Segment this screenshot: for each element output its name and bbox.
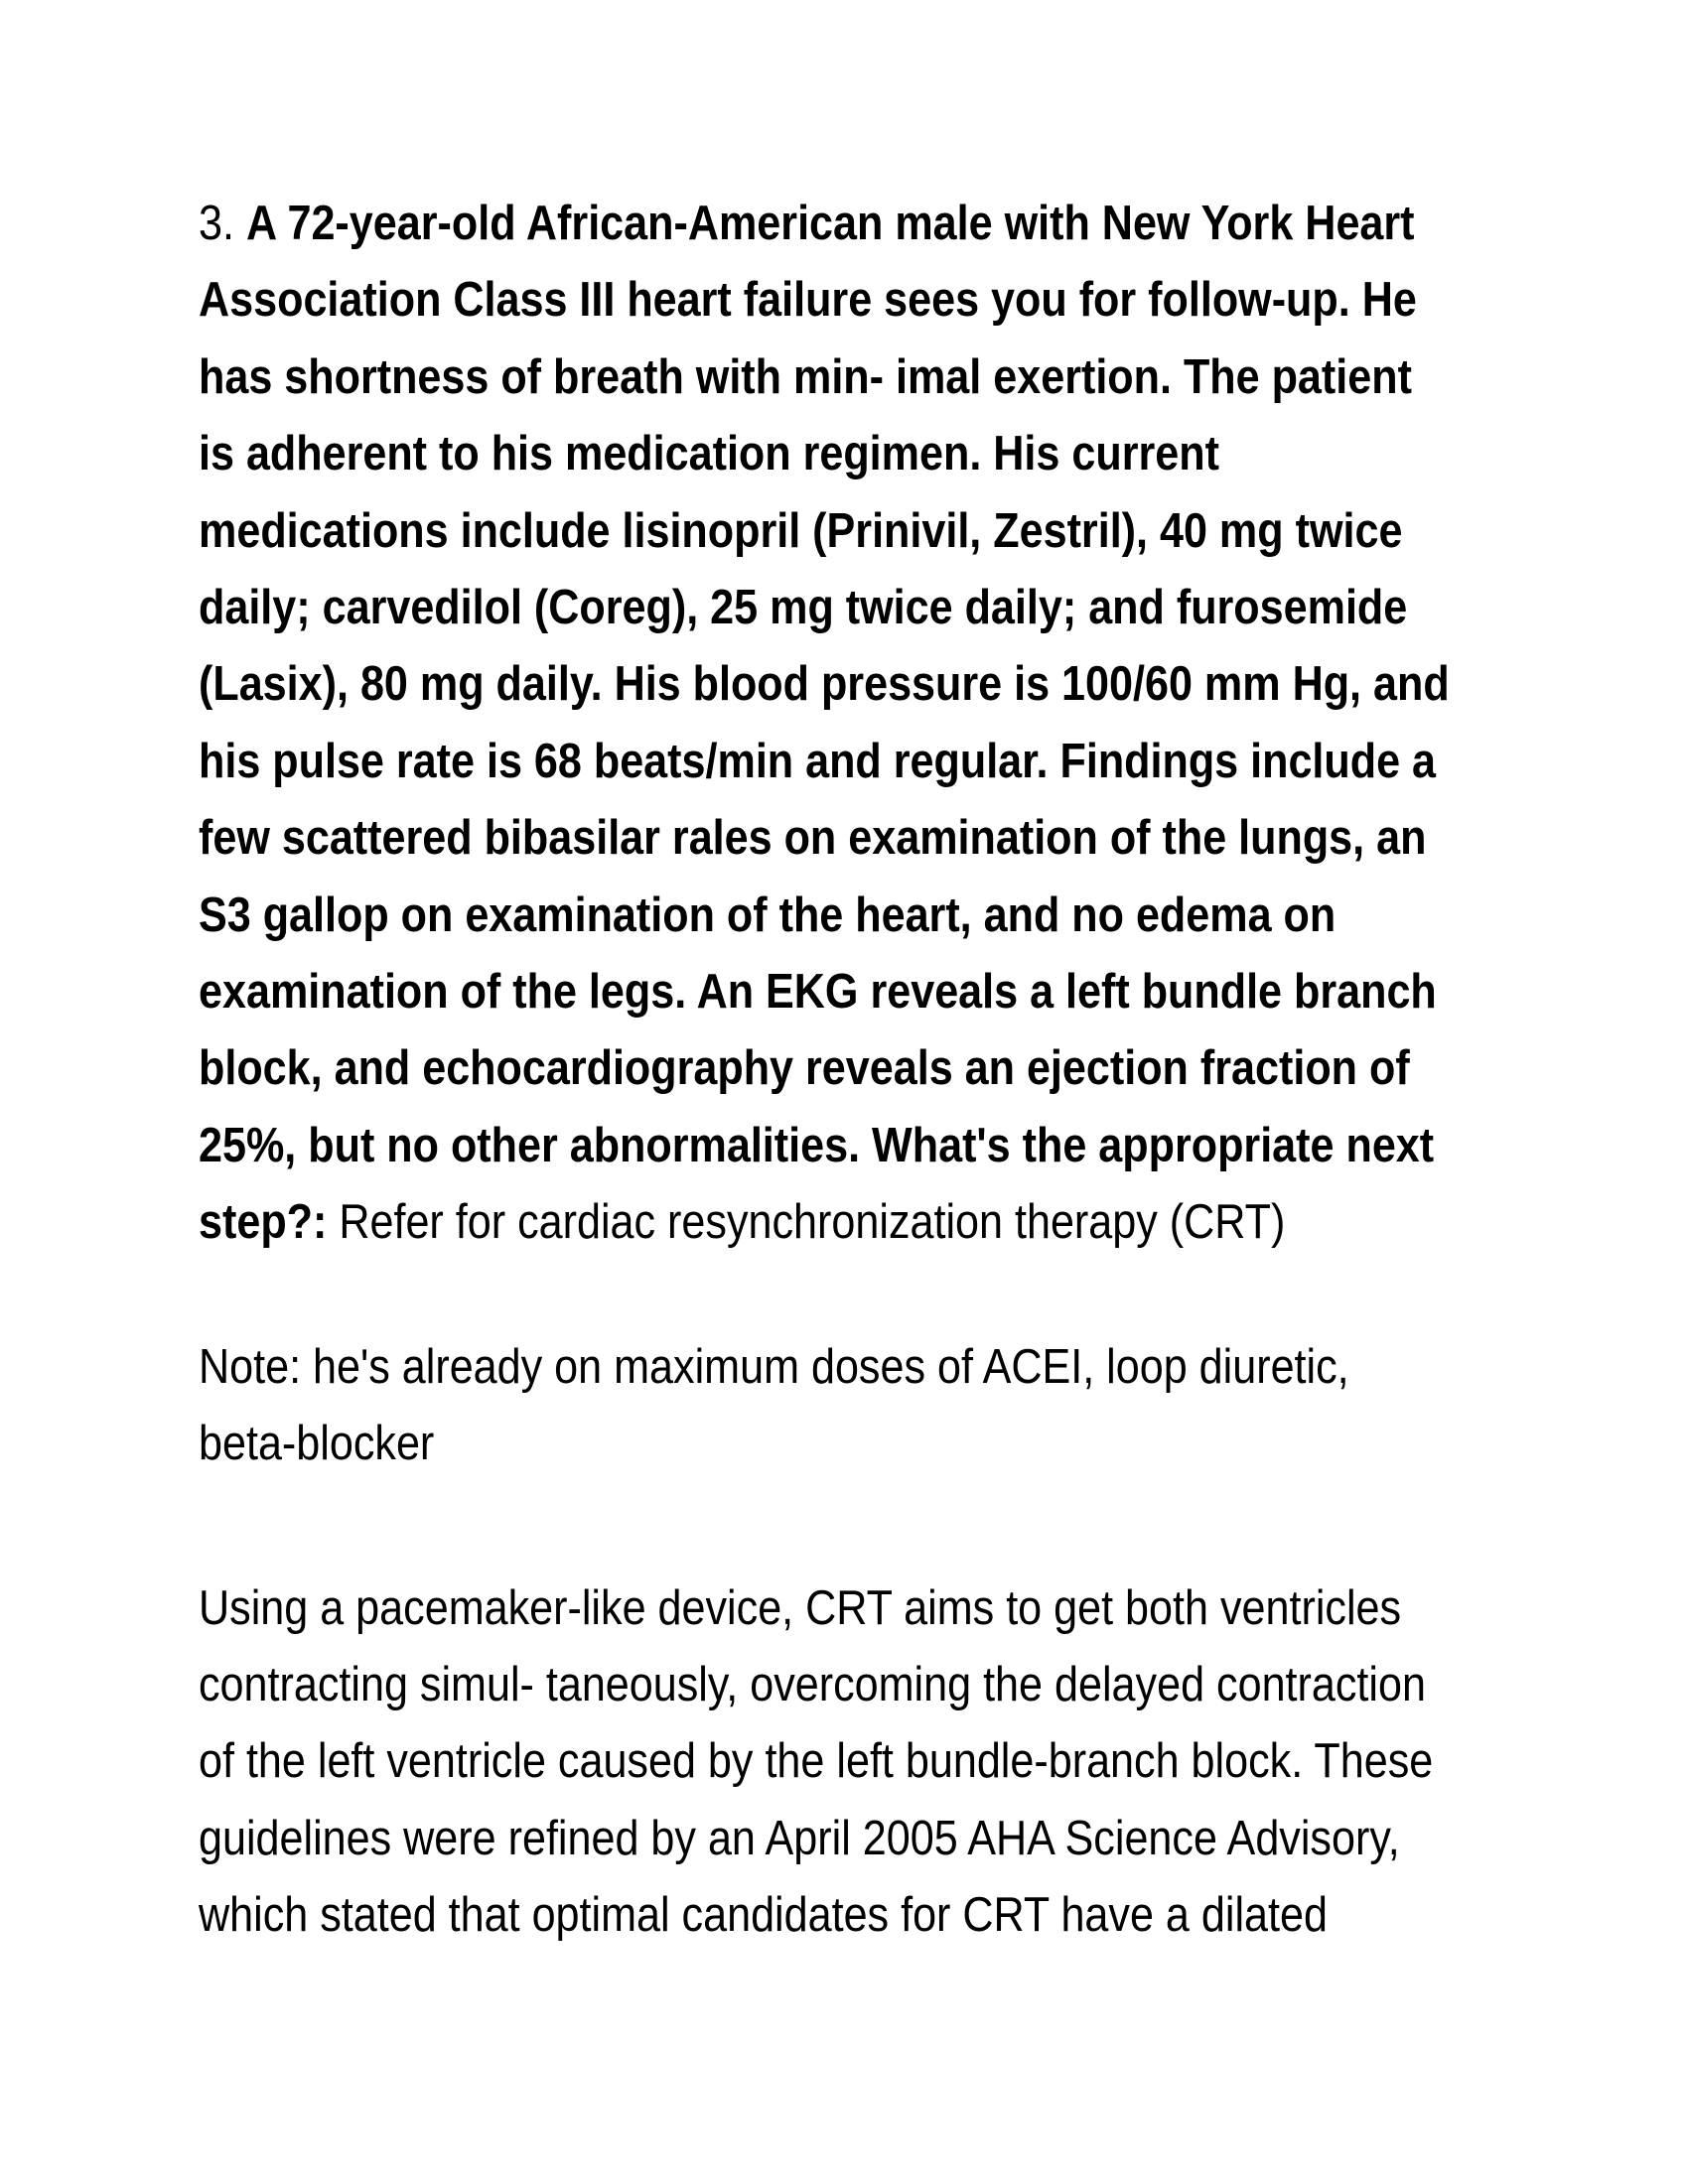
text-line (199, 1801, 1666, 1877)
regular-text-run: contracting simul- taneously, overcoming the delayed contraction (199, 1657, 1426, 1711)
text-line (199, 570, 1666, 646)
bold-text-run: is adherent to his medication regimen. His current (199, 427, 1219, 481)
bold-text-run: examination of the legs. An EKG reveals a left bundle branch (199, 965, 1437, 1020)
text-line (199, 493, 1666, 570)
bold-text-run: medications include lisinopril (Prinivil, Zestril), 40 mg twice (199, 503, 1403, 558)
bold-text-run: has shortness of breath with min- imal exertion. The patient (199, 349, 1412, 404)
text-line (199, 1184, 1666, 1261)
regular-text-run: guidelines were refined by an April 2005 AHA Science Advisory, (199, 1811, 1400, 1865)
regular-text-run: Refer for cardiac resynchronization therapy (CRT) (339, 1195, 1286, 1250)
paragraph-note (199, 1329, 1666, 1483)
paragraph-explanation (199, 1570, 1666, 1955)
text-line (199, 1723, 1666, 1800)
text-line (199, 1030, 1666, 1107)
text-line (199, 1406, 1666, 1482)
bold-text-run: block, and echocardiography reveals an ejection fraction of (199, 1041, 1410, 1096)
text-line (199, 186, 1666, 262)
bold-text-run: step?: (199, 1195, 340, 1250)
bold-text-run: Association Class III heart failure sees you for follow-up. He (199, 273, 1417, 328)
text-line (199, 646, 1666, 723)
text-line (199, 416, 1666, 492)
text-line (199, 724, 1666, 800)
regular-text-run: Using a pacemaker-like device, CRT aims to get both ventricles (199, 1580, 1402, 1635)
text-line (199, 1329, 1666, 1406)
text-line (199, 262, 1666, 339)
bold-text-run: S3 gallop on examination of the heart, and no edema on (199, 887, 1336, 942)
text-line (199, 1877, 1666, 1954)
text-line (199, 954, 1666, 1030)
paragraph-question (199, 186, 1666, 1262)
bold-text-run: (Lasix), 80 mg daily. His blood pressure is 100/60 mm Hg, and (199, 657, 1450, 712)
bold-text-run: A 72-year-old African-American male with New York Heart (245, 197, 1415, 250)
bold-text-run: 25%, but no other abnormalities. What's the appropriate next (199, 1118, 1435, 1172)
regular-text-run: 3. (199, 197, 246, 250)
regular-text-run: beta-blocker (199, 1417, 435, 1471)
bold-text-run: few scattered bibasilar rales on examination of the lungs, an (199, 811, 1427, 866)
regular-text-run: of the left ventricle caused by the left bundle-branch block. These (199, 1734, 1434, 1789)
regular-text-run: Note: he's already on maximum doses of ACEI, loop diuretic, (199, 1339, 1349, 1394)
regular-text-run: which stated that optimal candidates for CRT have a dilated (199, 1888, 1328, 1943)
text-line (199, 340, 1666, 416)
text-line (199, 1108, 1666, 1184)
text-line (199, 878, 1666, 954)
bold-text-run: his pulse rate is 68 beats/min and regular. Findings include a (199, 734, 1437, 788)
text-line (199, 800, 1666, 877)
document-text-block (199, 186, 1666, 1955)
bold-text-run: daily; carvedilol (Coreg), 25 mg twice daily; and furosemide (199, 581, 1408, 635)
text-line (199, 1570, 1666, 1647)
text-line (199, 1647, 1666, 1723)
